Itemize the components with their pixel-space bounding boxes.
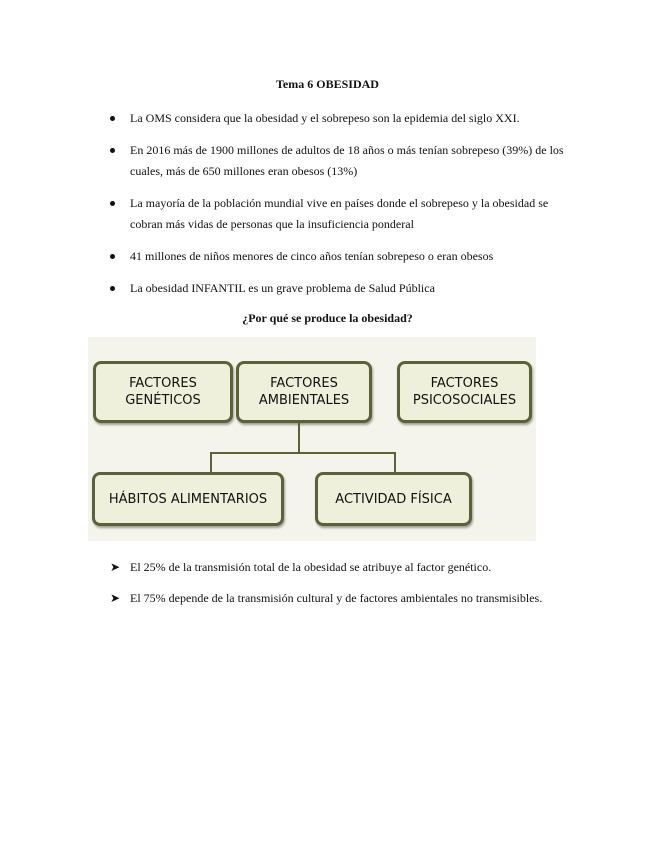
connector-right-drop [394, 452, 396, 472]
bullet-list [110, 108, 565, 310]
bullet-dot-icon [110, 148, 115, 153]
factores-psicosociales-box: FACTORES PSICOSOCIALES [397, 361, 532, 423]
list-item [110, 108, 565, 129]
arrowhead-bullet-icon: ➤ [110, 560, 121, 574]
bullet-dot-icon [110, 254, 115, 259]
list-item [110, 246, 565, 267]
list-item [110, 588, 565, 609]
list-item [110, 193, 565, 235]
bullet-dot-icon [110, 286, 115, 291]
connector-left-drop [210, 452, 212, 472]
section-question: ¿Por qué se produce la obesidad? [242, 311, 413, 325]
connector-horizontal [210, 452, 396, 454]
list-item-text: La mayoría de la población mundial vive en países donde el sobrepeso y la obesidad se cobran más vidas de personas que la insuficiencia ponderal [130, 196, 549, 231]
list-item-text: 41 millones de niños menores de cinco años tenían sobrepeso o eran obesos [130, 249, 494, 263]
list-item-text: La OMS considera que la obesidad y el sobrepeso son la epidemia del siglo XXI. [130, 111, 520, 125]
habitos-alimentarios-box: HÁBITOS ALIMENTARIOS [92, 472, 284, 526]
list-item-text: En 2016 más de 1900 millones de adultos de 18 años o más tenían sobrepeso (39%) de los cuales, más de 650 millones eran obesos (13%) [130, 143, 564, 178]
connector-vertical [298, 423, 300, 453]
list-item [110, 278, 565, 299]
causes-diagram [88, 337, 536, 541]
list-item [110, 140, 565, 182]
list-item-text: El 75% depende de la transmisión cultural y de factores ambientales no transmisibles. [130, 591, 543, 605]
bullet-dot-icon [110, 116, 115, 121]
page-title: Tema 6 OBESIDAD [276, 77, 379, 91]
arrow-list [110, 557, 565, 619]
factores-ambientales-box: FACTORES AMBIENTALES [236, 361, 372, 423]
list-item-text: El 25% de la transmisión total de la obesidad se atribuye al factor genético. [130, 560, 492, 574]
arrowhead-bullet-icon: ➤ [110, 591, 121, 605]
factores-geneticos-box: FACTORES GENÉTICOS [93, 361, 233, 423]
actividad-fisica-box: ACTIVIDAD FÍSICA [315, 472, 472, 526]
list-item-text: La obesidad INFANTIL es un grave problema de Salud Pública [130, 281, 435, 295]
bullet-dot-icon [110, 201, 115, 206]
list-item [110, 557, 565, 578]
